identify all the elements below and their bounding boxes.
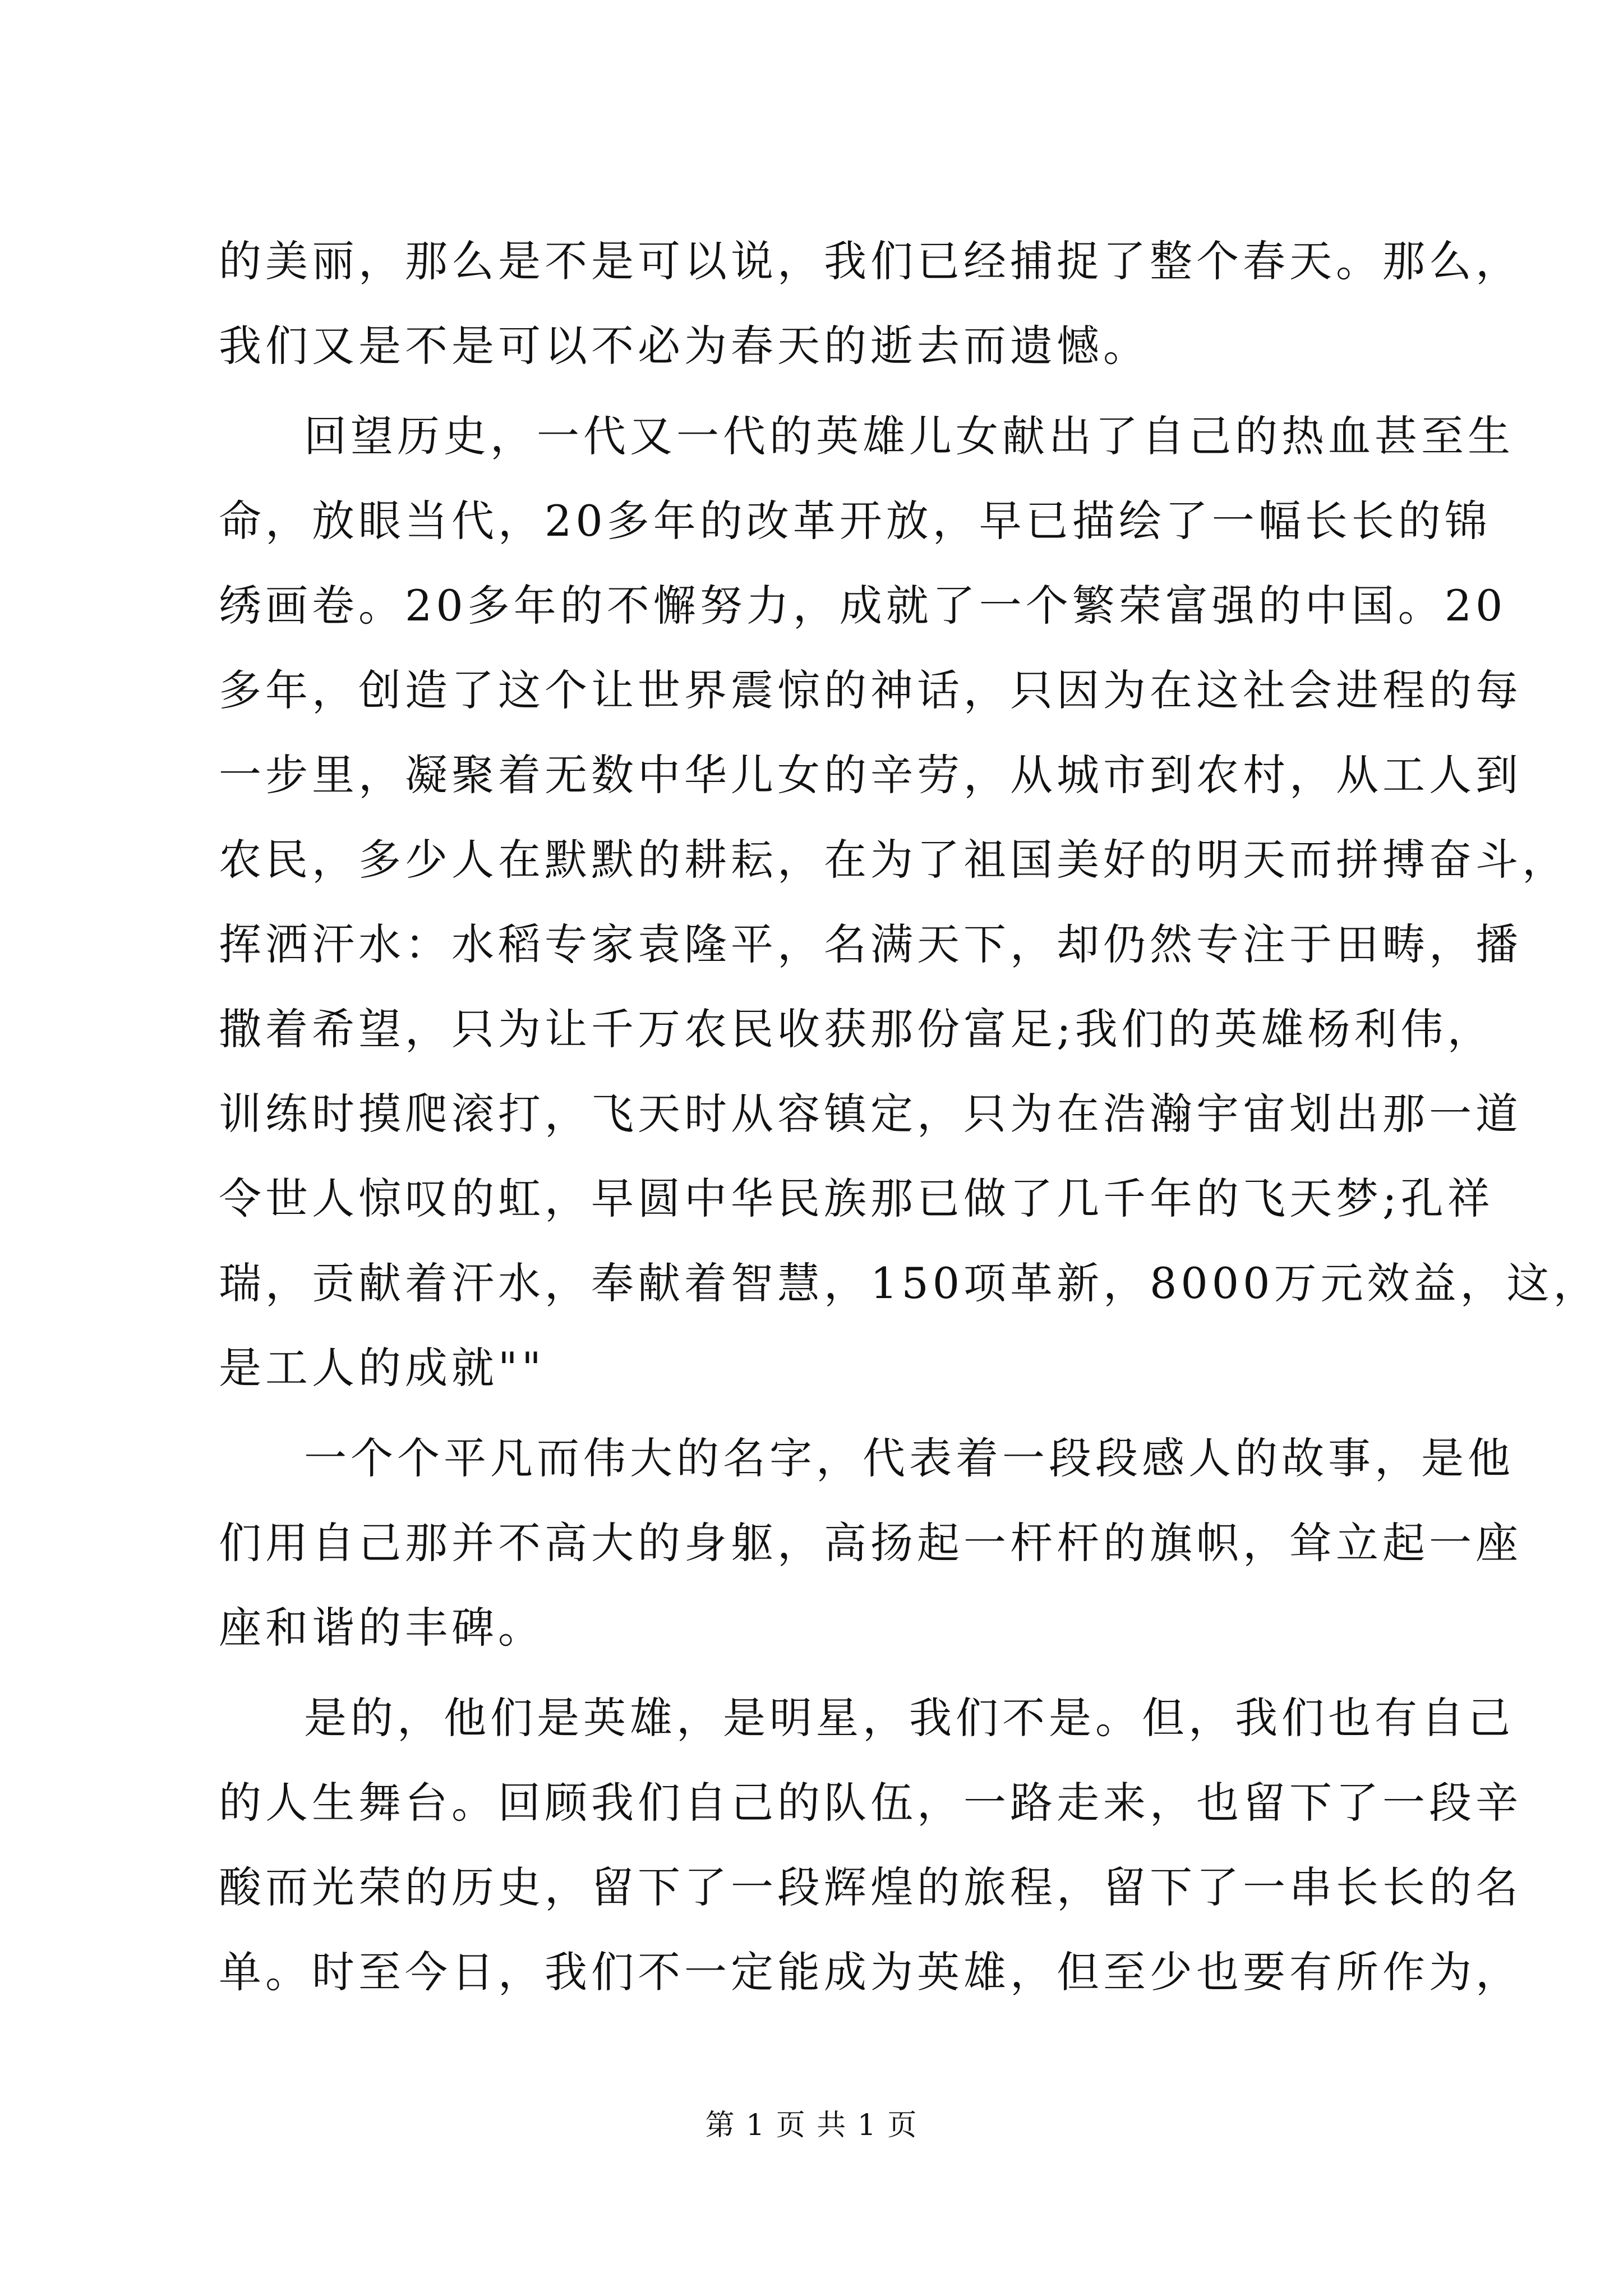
text-line: 训练时摸爬滚打，飞天时从容镇定，只为在浩瀚宇宙划出那一道 bbox=[219, 1089, 1522, 1139]
text-line: 瑞，贡献着汗水，奉献着智慧，150项革新，8000万元效益，这， bbox=[219, 1258, 1600, 1308]
text-line: 酸而光荣的历史，留下了一段辉煌的旅程，留下了一串长长的名 bbox=[219, 1862, 1522, 1912]
text-line: 多年，创造了这个让世界震惊的神话，只因为在这社会进程的每 bbox=[219, 665, 1522, 715]
text-line: 一步里，凝聚着无数中华儿女的辛劳，从城市到农村，从工人到 bbox=[219, 750, 1522, 800]
text-line: 我们又是不是可以不必为春天的逝去而遗憾。 bbox=[219, 321, 1150, 371]
text-line: 令世人惊叹的虹，早圆中华民族那已做了几千年的飞天梦;孔祥 bbox=[219, 1174, 1494, 1223]
paragraph-start-line: 是的，他们是英雄，是明星，我们不是。但，我们也有自己 bbox=[304, 1693, 1514, 1743]
text-line: 们用自己那并不高大的身躯，高扬起一杆杆的旗帜，耸立起一座 bbox=[219, 1518, 1522, 1568]
text-line: 的人生舞台。回顾我们自己的队伍，一路走来，也留下了一段辛 bbox=[219, 1778, 1522, 1828]
text-line: 绣画卷。20多年的不懈努力，成就了一个繁荣富强的中国。20 bbox=[219, 581, 1507, 631]
text-line: 单。时至今日，我们不一定能成为英雄，但至少也要有所作为， bbox=[219, 1947, 1522, 1997]
text-line: 撒着希望，只为让千万农民收获那份富足;我们的英雄杨利伟， bbox=[219, 1004, 1494, 1054]
text-line: 的美丽，那么是不是可以说，我们已经捕捉了整个春天。那么， bbox=[219, 236, 1522, 286]
paragraph-start-line: 回望历史，一代又一代的英雄儿女献出了自己的热血甚至生 bbox=[304, 411, 1514, 461]
paragraph-start-line: 一个个平凡而伟大的名字，代表着一段段感人的故事，是他 bbox=[304, 1433, 1514, 1483]
text-line: 挥洒汗水：水稻专家袁隆平，名满天下，却仍然专注于田畴，播 bbox=[219, 919, 1522, 969]
page-footer: 第 1 页 共 1 页 bbox=[705, 2109, 918, 2142]
text-line: 命，放眼当代，20多年的改革开放，早已描绘了一幅长长的锦 bbox=[219, 496, 1491, 546]
text-line: 是工人的成就"" bbox=[219, 1343, 545, 1393]
document-body bbox=[219, 219, 1600, 2014]
text-line: 座和谐的丰碑。 bbox=[219, 1603, 545, 1653]
text-line: 农民，多少人在默默的耕耘，在为了祖国美好的明天而拼搏奋斗， bbox=[219, 835, 1569, 885]
